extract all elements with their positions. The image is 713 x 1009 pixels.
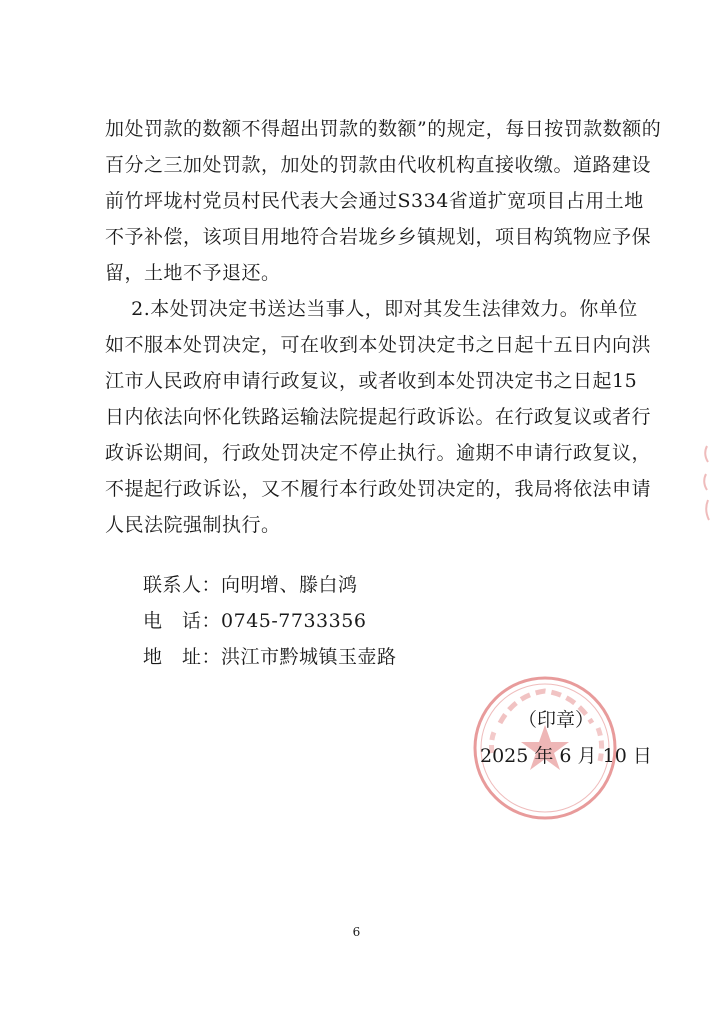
page-number: 6 xyxy=(352,925,361,939)
body-line: 日内依法向怀化铁路运输法院提起行政诉讼。在行政复议或者行 xyxy=(105,406,652,428)
contact-label: 联系人： xyxy=(143,574,222,596)
contact-label: 地 址： xyxy=(143,646,222,668)
body-line: 江市人民政府申请行政复议，或者收到本处罚决定书之日起15 xyxy=(105,370,638,392)
body-line: 加处罚款的数额不得超出罚款的数额”的规定，每日按罚款数额的 xyxy=(105,118,662,140)
body-line: 留，土地不予退还。 xyxy=(105,262,281,284)
seal-label: （印章） xyxy=(518,709,595,731)
body-line: 不予补偿，该项目用地符合岩垅乡乡镇规划，项目构筑物应予保 xyxy=(105,226,652,248)
document-date: 2025 年 6 月 10 日 xyxy=(480,745,652,767)
body-line: 前竹坪垅村党员村民代表大会通过S334省道扩宽项目占用土地 xyxy=(105,190,644,212)
contact-label: 电 话： xyxy=(143,610,222,632)
contact-value: 洪江市黔城镇玉壶路 xyxy=(221,646,397,668)
seal-edge-mark-icon xyxy=(699,440,713,530)
contact-phone xyxy=(143,609,366,633)
body-line: 百分之三加处罚款，加处的罚款由代收机构直接收缴。道路建设 xyxy=(105,154,652,176)
contact-value: 0745-7733356 xyxy=(221,610,367,632)
body-line: 政诉讼期间，行政处罚决定不停止执行。逾期不申请行政复议， xyxy=(105,442,652,464)
contact-person xyxy=(143,573,358,597)
body-line: 2.本处罚决定书送达当事人，即对其发生法律效力。你单位 xyxy=(105,298,638,320)
contact-address xyxy=(143,645,397,669)
contact-value: 向明增、滕白鸿 xyxy=(221,574,358,596)
body-line: 人民法院强制执行。 xyxy=(105,514,281,536)
body-line: 不提起行政诉讼，又不履行本行政处罚决定的，我局将依法申请 xyxy=(105,478,652,500)
body-line: 如不服本处罚决定，可在收到本处罚决定书之日起十五日内向洪 xyxy=(105,334,652,356)
